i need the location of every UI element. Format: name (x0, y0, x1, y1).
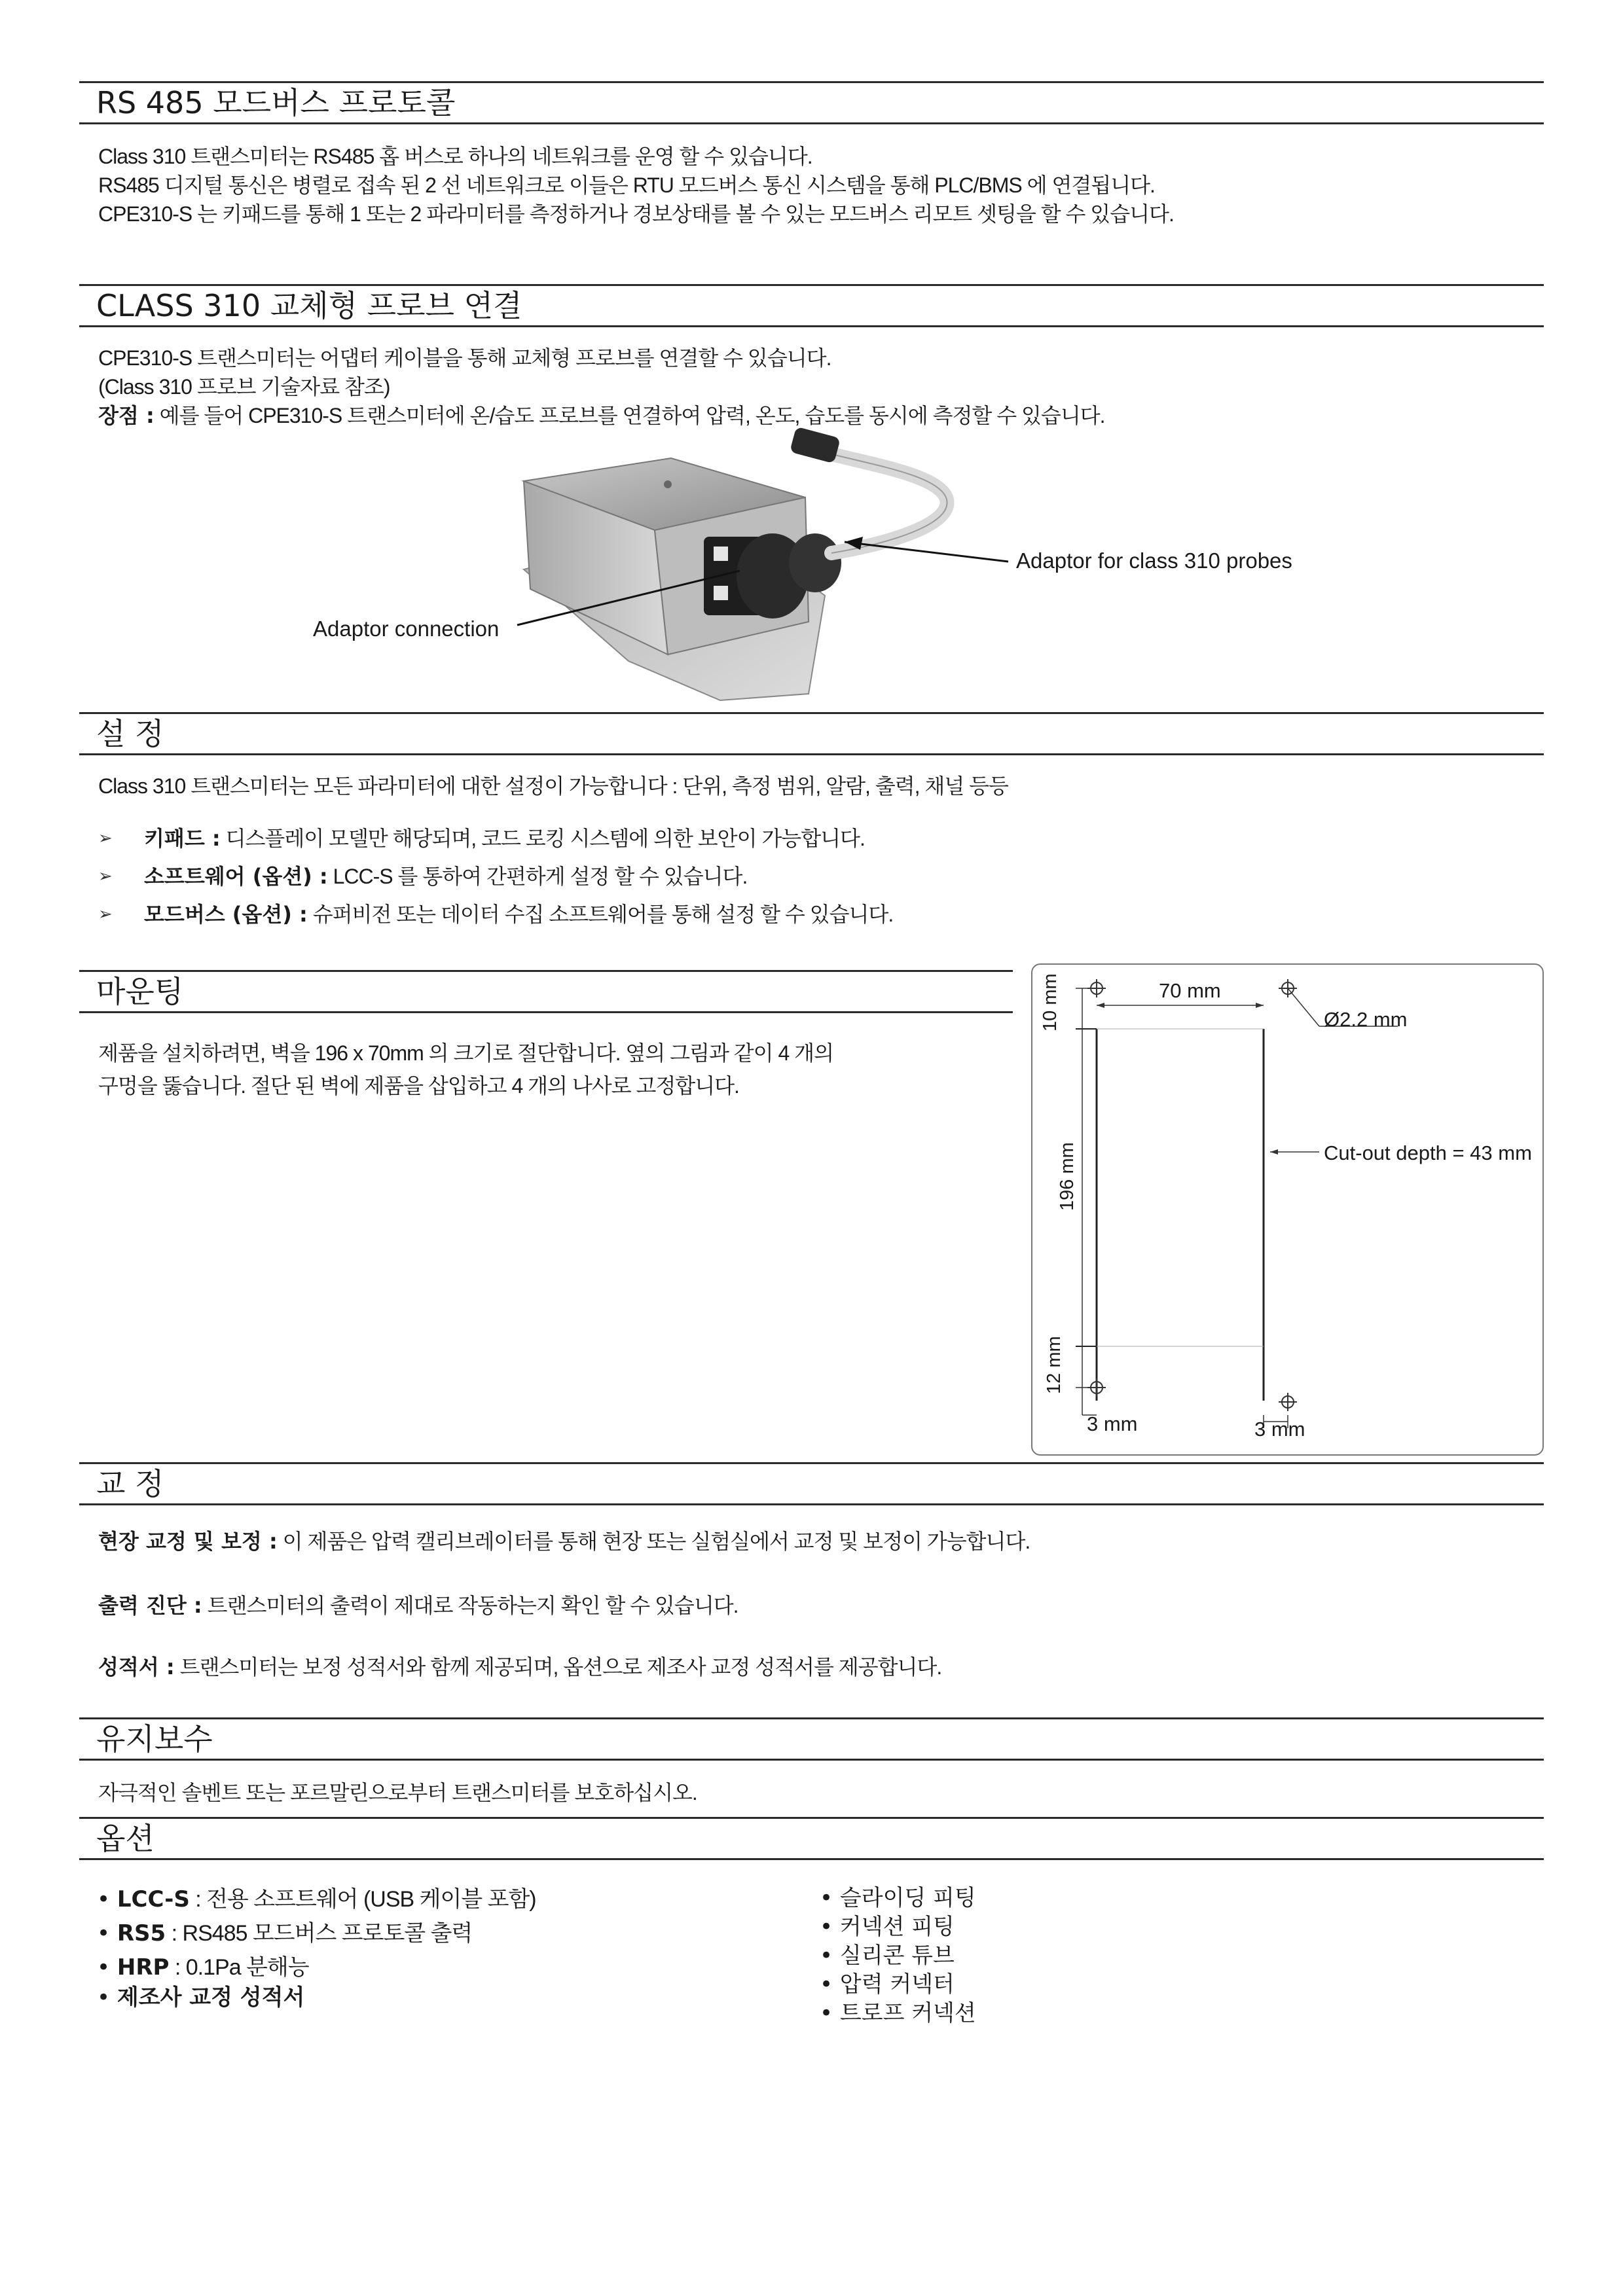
settings-item-modbus (144, 902, 893, 927)
calibration-item-text: 트랜스미터의 출력이 제대로 작동하는지 확인 할 수 있습니다. (202, 1594, 739, 1617)
calibration-item-label: 현장 교정 및 보정 : (98, 1529, 278, 1554)
advantage-text: 예를 들어 CPE310-S 트랜스미터에 온/습도 프로브를 연결하여 압력, 온도, 습도를 동시에 측정할 수 있습니다. (154, 404, 1105, 427)
settings-item-label: 키패드 : (144, 826, 221, 851)
calibration-item-text: 트랜스미터는 보정 성적서와 함께 제공되며, 옵션으로 제조사 교정 성적서를 제공합니다. (174, 1655, 942, 1679)
dim-left-offset: 3 mm (1087, 1412, 1138, 1435)
option-text: 압력 커넥터 (839, 1971, 955, 1998)
dim-hole-diameter: Ø2.2 mm (1324, 1008, 1408, 1031)
dim-right-offset: 3 mm (1254, 1418, 1305, 1441)
option-label: RS5 (117, 1920, 166, 1946)
callout-adaptor-connection: Adaptor connection (313, 617, 500, 641)
section-heading-mounting: 마운팅 (79, 970, 1013, 1013)
option-label: HRP (117, 1954, 170, 1981)
option-label: LCC-S (117, 1886, 190, 1912)
dim-width: 70 mm (1159, 979, 1221, 1002)
probe-line-2: (Class 310 프로브 기술자료 참조) (98, 375, 390, 399)
option-text: 슬라이딩 피팅 (839, 1885, 976, 1911)
top-screw (664, 480, 672, 488)
settings-item-label: 소프트웨어 (옵션) : (144, 864, 328, 889)
advantage-label: 장점 : (98, 403, 155, 428)
option-text: 실리콘 튜브 (839, 1943, 955, 1969)
rs485-line-2: RS485 디지털 통신은 병렬로 접속 된 2 선 네트워크로 이들은 RTU 모드버스 통신 시스템을 통해 PLC/BMS 에 연결됩니다. (98, 173, 1155, 197)
option-item: • 트로프 커넥션 (820, 2000, 976, 2026)
option-item: • 실리콘 튜브 (820, 1943, 955, 1969)
hole-marker-icon (1279, 1393, 1297, 1411)
option-item: • 커넥션 피팅 (820, 1914, 955, 1940)
dim-bottom-offset: 12 mm (1044, 1336, 1065, 1394)
section-heading-settings: 설 정 (79, 712, 1544, 755)
settings-item-keypad (144, 826, 865, 851)
settings-item-text: LCC-S 를 통하여 간편하게 설정 할 수 있습니다. (327, 865, 748, 888)
dim-top-offset: 10 mm (1040, 973, 1061, 1031)
dim-height: 196 mm (1057, 1142, 1078, 1211)
probe-line-1: CPE310-S 트랜스미터는 어댑터 케이블을 통해 교체형 프로브를 연결할 수 있습니다. (98, 346, 831, 370)
dim-cutout-depth: Cut-out depth = 43 mm (1324, 1141, 1532, 1164)
section-heading-probe: CLASS 310 교체형 프로브 연결 (79, 284, 1544, 327)
mounting-line-1: 제품을 설치하려면, 벽을 196 x 70mm 의 크기로 절단합니다. 옆의 그림과 같이 4 개의 (98, 1041, 833, 1065)
calibration-item-label: 성적서 : (98, 1655, 175, 1679)
option-label: 제조사 교정 성적서 (117, 1984, 305, 2011)
callout-adaptor-probes: Adaptor for class 310 probes (1016, 548, 1292, 573)
mounting-line-2: 구멍을 뚫습니다. 절단 된 벽에 제품을 삽입하고 4 개의 나사로 고정합니다. (98, 1074, 739, 1098)
rs485-line-1: Class 310 트랜스미터는 RS485 홉 버스로 하나의 네트워크를 운영 할 수 있습니다. (98, 145, 812, 168)
calibration-item-label: 출력 진단 : (98, 1593, 202, 1618)
calibration-item-field (98, 1529, 1030, 1554)
adaptor-product-illustration (0, 419, 1623, 720)
probe-plug (790, 427, 841, 464)
settings-item-text: 디스플레이 모델만 해당되며, 코드 로킹 시스템에 의한 보안이 가능합니다. (220, 827, 865, 850)
arrow-bullet-icon: ➢ (98, 905, 113, 924)
settings-item-label: 모드버스 (옵션) : (144, 902, 308, 927)
option-item: • LCC-S : 전용 소프트웨어 (USB 케이블 포함) (97, 1886, 536, 1912)
option-item: • 슬라이딩 피팅 (820, 1885, 976, 1911)
option-item: • HRP : 0.1Pa 분해능 (97, 1954, 309, 1981)
cutout-dimension-lines (1031, 963, 1544, 1456)
calibration-item-certificate (98, 1655, 941, 1679)
option-text: 커넥션 피팅 (839, 1914, 955, 1940)
calibration-item-diagnosis (98, 1593, 739, 1618)
section-heading-rs485: RS 485 모드버스 프로토콜 (79, 81, 1544, 124)
section-heading-calibration: 교 정 (79, 1462, 1544, 1505)
section-heading-maintenance: 유지보수 (79, 1717, 1544, 1761)
arrow-bullet-icon: ➢ (98, 867, 113, 886)
option-text: : 0.1Pa 분해능 (169, 1955, 309, 1980)
option-text: 트로프 커넥션 (839, 2000, 976, 2026)
option-item: • 제조사 교정 성적서 (97, 1984, 305, 2011)
option-text: : 전용 소프트웨어 (USB 케이블 포함) (189, 1887, 536, 1912)
settings-item-software (144, 864, 747, 889)
option-text: : RS485 모드버스 프로토콜 출력 (166, 1921, 473, 1946)
option-item: • RS5 : RS485 모드버스 프로토콜 출력 (97, 1920, 473, 1946)
maintenance-text: 자극적인 솔벤트 또는 포르말린으로부터 트랜스미터를 보호하십시오. (98, 1781, 697, 1804)
section-heading-options: 옵션 (79, 1817, 1544, 1860)
rs485-line-3: CPE310-S 는 키패드를 통해 1 또는 2 파라미터를 측정하거나 경보상태를 볼 수 있는 모드버스 리모트 셋팅을 할 수 있습니다. (98, 202, 1174, 226)
option-item: • 압력 커넥터 (820, 1971, 955, 1998)
arrow-bullet-icon: ➢ (98, 829, 113, 848)
settings-item-text: 슈퍼비전 또는 데이터 수집 소프트웨어를 통해 설정 할 수 있습니다. (307, 903, 894, 926)
settings-intro: Class 310 트랜스미터는 모든 파라미터에 대한 설정이 가능합니다 : 단위, 측정 범위, 알람, 출력, 채널 등등 (98, 774, 1008, 798)
calibration-item-text: 이 제품은 압력 캘리브레이터를 통해 현장 또는 실험실에서 교정 및 보정이 가능합니다. (277, 1530, 1030, 1553)
